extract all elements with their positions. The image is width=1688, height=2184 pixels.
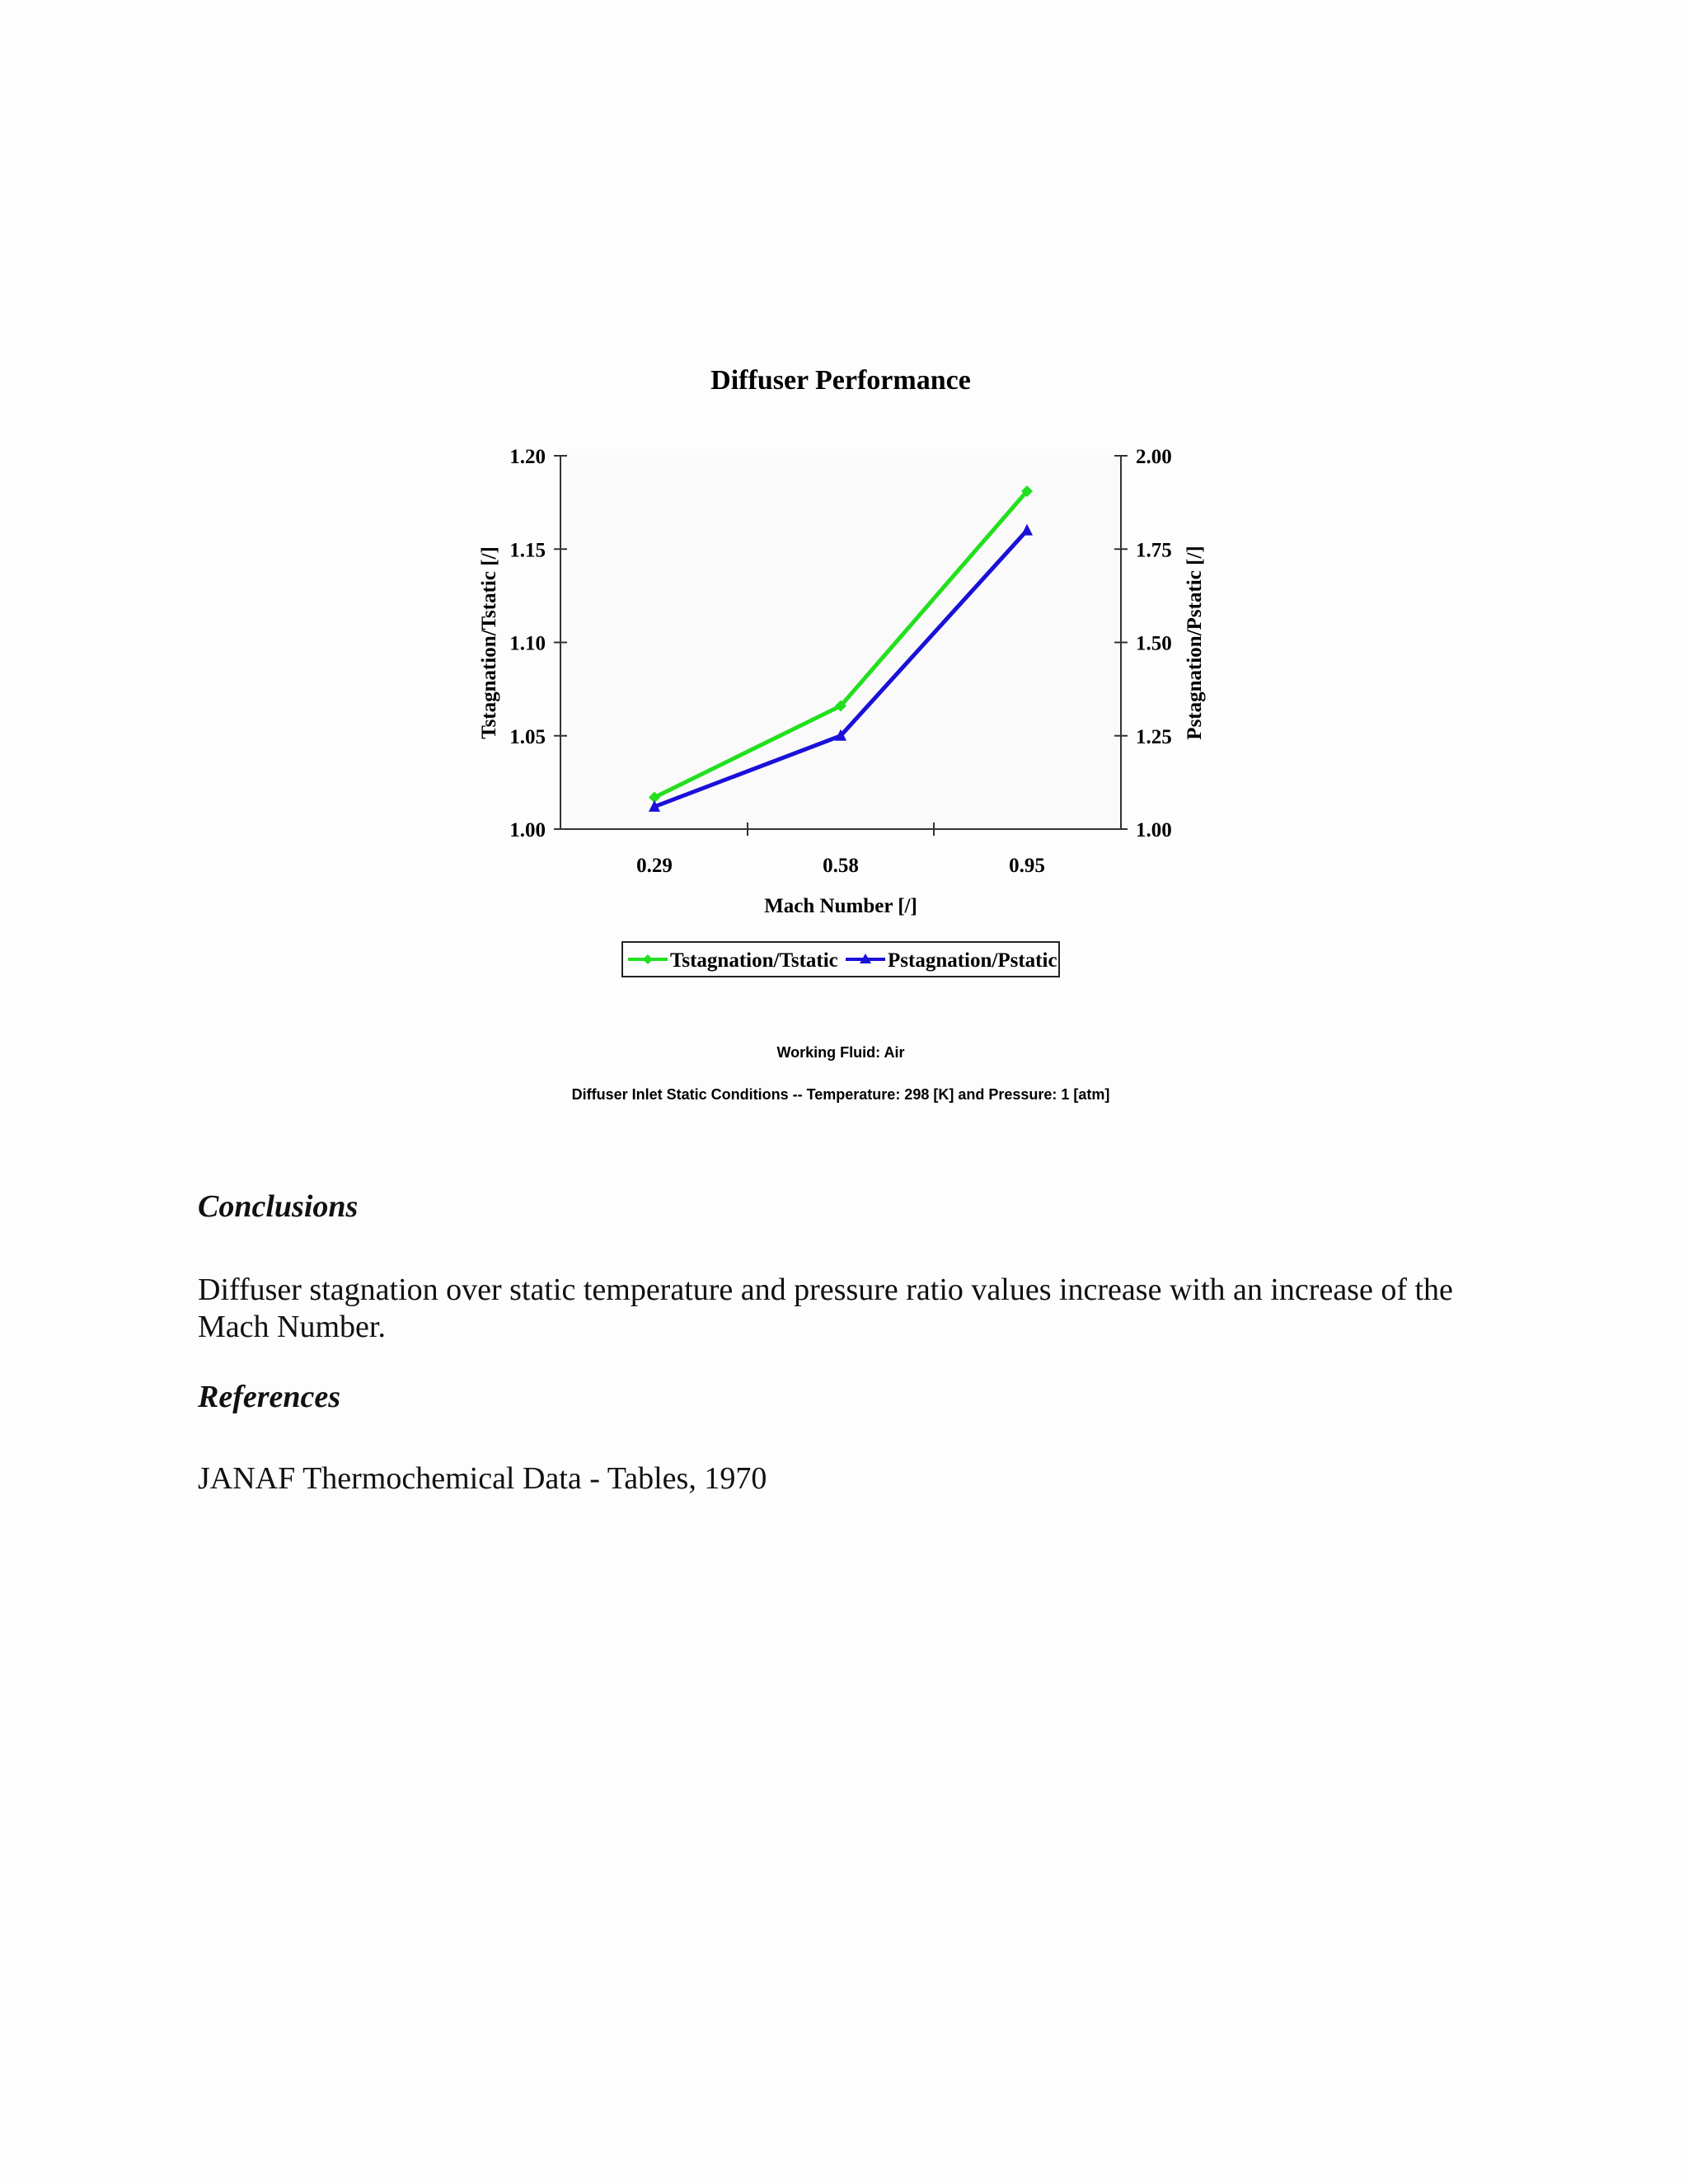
left-y-axis-label: Tstagnation/Tstatic [/] [478,546,500,739]
right-y-axis-label: Pstagnation/Pstatic [/] [1184,546,1206,740]
left-tick-label: 1.15 [509,539,546,562]
inlet-conditions-note: Diffuser Inlet Static Conditions -- Temperature: 298 [K] and Pressure: 1 [atm] [571,1086,1110,1103]
right-tick-label: 1.50 [1136,632,1172,655]
x-axis-label: Mach Number [/] [764,895,917,917]
conclusions-text: Diffuser stagnation over static temperature and pressure ratio values increase with an increase of the Mach Number. [198,1272,1453,1344]
right-tick-label: 1.75 [1136,539,1172,562]
legend-label-pstatic: Pstagnation/Pstatic [888,949,1057,972]
plot-area [560,456,1121,829]
left-tick-label: 1.05 [509,725,546,748]
legend-label-tstatic: Tstagnation/Tstatic [670,949,838,972]
left-tick-label: 1.00 [509,819,546,841]
x-ticks [636,823,1045,877]
working-fluid-note: Working Fluid: Air [776,1044,905,1061]
left-tick-label: 1.20 [509,446,546,468]
right-tick-label: 2.00 [1136,446,1172,468]
x-tick-label: 0.95 [1009,855,1045,877]
right-y-ticks [1114,446,1172,841]
left-y-ticks [509,446,567,841]
right-tick-label: 1.00 [1136,819,1172,841]
x-tick-label: 0.29 [636,855,673,877]
legend [622,942,1059,977]
left-tick-label: 1.10 [509,632,546,655]
conclusions-heading: Conclusions [198,1189,359,1224]
references-text: JANAF Thermochemical Data - Tables, 1970 [198,1461,767,1496]
x-tick-label: 0.58 [823,855,859,877]
right-tick-label: 1.25 [1136,725,1172,748]
references-heading: References [198,1380,341,1414]
chart-title: Diffuser Performance [710,365,971,396]
